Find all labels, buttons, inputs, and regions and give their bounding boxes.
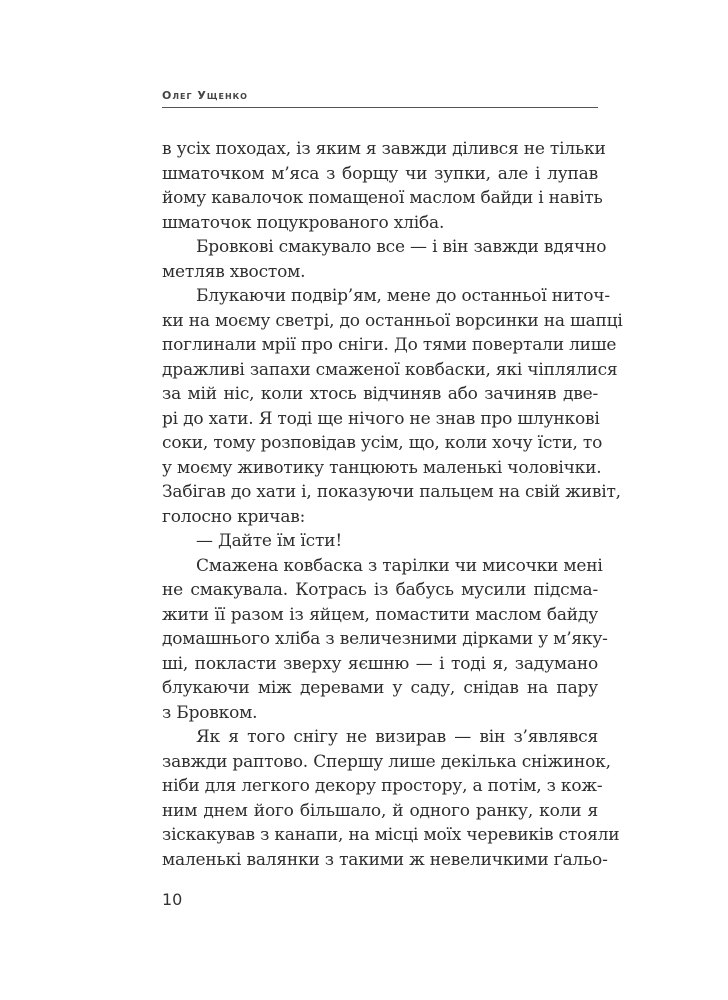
text-line: блукаючи між деревами у саду, снідав на пару (162, 678, 598, 698)
text-line: маленькі валянки з такими ж невеличкими ґальо- (162, 849, 608, 870)
text-line: шматочком м’яса з борщу чи зупки, але і лупав (162, 163, 598, 184)
text-line: Блукаючи подвір’ям, мене до останньої ниточ- (196, 286, 610, 306)
text-line: голосно кричав: (162, 506, 306, 527)
text-line: завжди раптово. Спершу лише декілька сніжинок, (162, 751, 611, 772)
text-line: не смакувала. Котрась із бабусь мусили підсма- (162, 580, 598, 600)
text-line: Бровкові смакувало все — і він завжди вдячно (196, 237, 607, 257)
text-line: Як я того снігу не визирав — він з’являвся (196, 727, 598, 747)
text-line: з Бровком. (162, 702, 258, 723)
text-line: за мій ніс, коли хтось відчиняв або зачиняв две- (162, 384, 598, 404)
text-line: йому кавалочок помащеної маслом байди і навіть (162, 188, 603, 208)
text-line: домашнього хліба з величезними дірками у м’яку- (162, 629, 608, 649)
text-line: ші, покласти зверху яєшню — і тоді я, задумано (162, 653, 598, 674)
text-line: Смажена ковбаска з тарілки чи мисочки мені (196, 555, 603, 576)
text-line: жити її разом із яйцем, помастити маслом байду (162, 604, 598, 625)
text-line: ніби для легкого декору простору, а потім, з кож- (162, 776, 603, 796)
text-line: дражливі запахи смаженої ковбаски, які чіплялися (162, 359, 618, 380)
page-number: 10 (162, 890, 183, 909)
text-line: — Дайте їм їсти! (196, 531, 342, 551)
text-line: в усіх походах, із яким я завжди ділився не тільки (162, 139, 606, 159)
text-line: ним днем його більшало, й одного ранку, коли я (162, 800, 598, 821)
text-line: Забігав до хати і, показуючи пальцем на свій живіт, (162, 482, 621, 502)
text-line: у моєму животику танцюють маленькі чоловічки. (162, 457, 602, 478)
text-line: метляв хвостом. (162, 261, 306, 282)
text-line: ки на моєму светрі, до останньої ворсинки на шапці (162, 310, 623, 331)
body-text (162, 137, 623, 872)
text-line: рі до хати. Я тоді ще нічого не знав про шлункові (162, 408, 600, 429)
running-header (162, 84, 598, 108)
text-line: поглинали мрії про сніги. До тями повертали лише (162, 335, 617, 355)
text-line: зіскакував з канапи, на місці моїх черевиків стояли (162, 825, 620, 845)
text-line: соки, тому розповідав усім, що, коли хочу їсти, то (162, 433, 603, 453)
author-name: Олег Ущенко (162, 89, 248, 102)
text-line: шматочок поцукрованого хліба. (162, 212, 445, 233)
